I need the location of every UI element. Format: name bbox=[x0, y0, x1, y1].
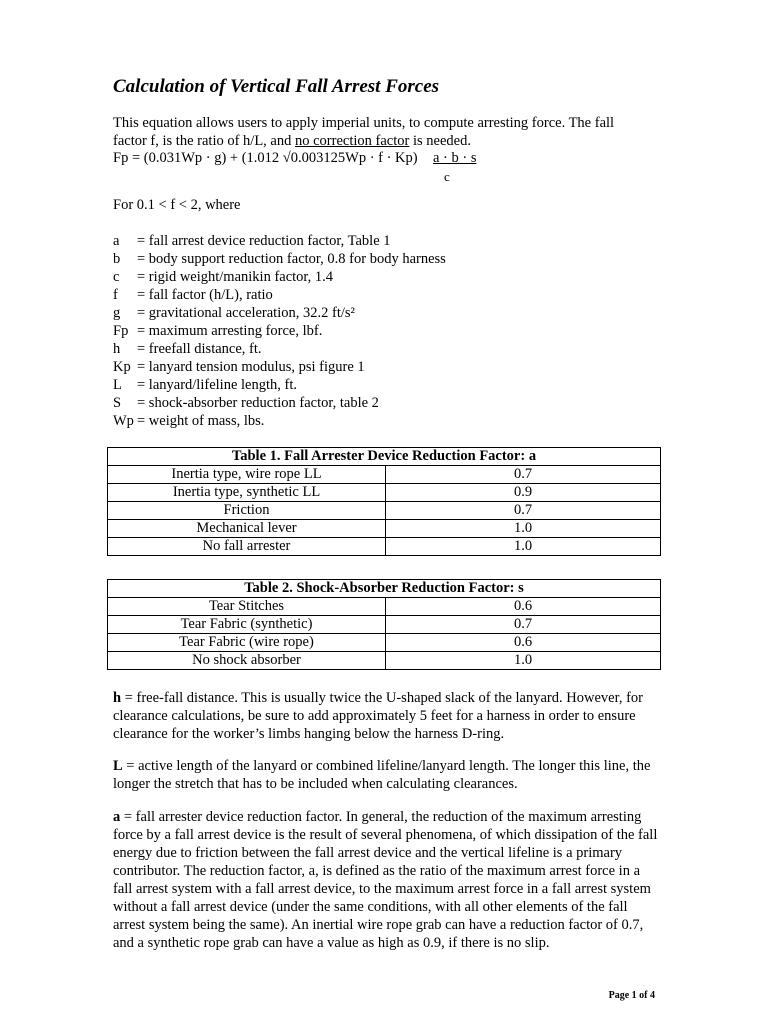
factor-value-cell: 1.0 bbox=[386, 520, 661, 538]
formula-denominator: c bbox=[444, 169, 450, 184]
intro-paragraph bbox=[113, 114, 673, 150]
table-row bbox=[108, 466, 661, 484]
factor-value-cell: 0.9 bbox=[386, 484, 661, 502]
variable-symbol: g bbox=[113, 305, 121, 321]
device-type-cell: Friction bbox=[108, 502, 386, 520]
table-shock-absorber-factor bbox=[107, 579, 661, 670]
variable-symbol: a bbox=[113, 233, 120, 249]
table-caption: Table 1. Fall Arrester Device Reduction Factor: a bbox=[108, 448, 661, 466]
intro-text-end: is needed. bbox=[409, 133, 471, 149]
device-type-cell: Tear Stitches bbox=[108, 598, 386, 616]
variable-symbol: Fp bbox=[113, 323, 129, 339]
table-row bbox=[108, 652, 661, 670]
table-row bbox=[108, 520, 661, 538]
device-type-cell: Inertia type, wire rope LL bbox=[108, 466, 386, 484]
variable-row bbox=[113, 340, 673, 358]
table-row bbox=[108, 502, 661, 520]
page-number: Page 1 of 4 bbox=[608, 990, 655, 1001]
variable-definitions bbox=[113, 232, 673, 430]
variable-row bbox=[113, 322, 673, 340]
factor-value-cell: 0.7 bbox=[386, 502, 661, 520]
page-title: Calculation of Vertical Fall Arrest Forces bbox=[113, 76, 440, 97]
variable-row bbox=[113, 394, 673, 412]
variable-definition: = fall arrest device reduction factor, Table 1 bbox=[137, 233, 391, 249]
variable-row bbox=[113, 232, 673, 250]
paragraph-text: = active length of the lanyard or combined lifeline/lanyard length. The longer this line, the longer the stretch that has to be included when calculating clearances. bbox=[113, 758, 651, 792]
factor-value-cell: 0.7 bbox=[386, 466, 661, 484]
paragraph-a-definition bbox=[113, 808, 658, 952]
variable-row bbox=[113, 304, 673, 322]
variable-definition: = rigid weight/manikin factor, 1.4 bbox=[137, 269, 334, 285]
variable-row bbox=[113, 268, 673, 286]
intro-line-2 bbox=[113, 132, 673, 150]
variable-definition: = shock-absorber reduction factor, table 2 bbox=[137, 395, 379, 411]
paragraph-h-definition bbox=[113, 689, 658, 743]
variable-definition: = weight of mass, lbs. bbox=[137, 413, 265, 429]
table-fall-arrester-factor bbox=[107, 447, 661, 556]
variable-symbol: L bbox=[113, 377, 122, 393]
device-type-cell: Mechanical lever bbox=[108, 520, 386, 538]
device-type-cell: Tear Fabric (wire rope) bbox=[108, 634, 386, 652]
device-type-cell: No shock absorber bbox=[108, 652, 386, 670]
variable-row bbox=[113, 412, 673, 430]
term-l: L bbox=[113, 758, 123, 774]
variable-definition: = maximum arresting force, lbf. bbox=[137, 323, 323, 339]
paragraph-text: = fall arrester device reduction factor. In general, the reduction of the maximum arresting force by a fall arrest device is the result of several phenomena, of which dissipation of the fall energy due to friction between the fall arrest device and the vertical lifeline is a primary contributor. The reduction factor, a, is defined as the ratio of the maximum arrest force in a fall arrest system with a fall arrest device, to the maximum arrest force in a fall arrest system without a fall arrest device (under the same conditions, with all other elements of the fall arrest system being the same). An inertial wire rope grab can have a reduction factor of 0.7, and a synthetic rope grab can have a value as high as 0.9, if there is no slip. bbox=[113, 809, 658, 951]
factor-value-cell: 1.0 bbox=[386, 538, 661, 556]
variable-definition: = body support reduction factor, 0.8 for body harness bbox=[137, 251, 446, 267]
variable-definition: = gravitational acceleration, 32.2 ft/s² bbox=[137, 305, 355, 321]
factor-value-cell: 0.6 bbox=[386, 634, 661, 652]
variable-definition: = fall factor (h/L), ratio bbox=[137, 287, 273, 303]
factor-value-cell: 0.7 bbox=[386, 616, 661, 634]
term-a: a bbox=[113, 809, 121, 825]
variable-symbol: Wp bbox=[113, 413, 134, 429]
table-row bbox=[108, 634, 661, 652]
variable-symbol: Kp bbox=[113, 359, 131, 375]
underlined-phrase: no correction factor bbox=[295, 133, 410, 149]
table-row bbox=[108, 538, 661, 556]
variable-row bbox=[113, 250, 673, 268]
factor-value-cell: 0.6 bbox=[386, 598, 661, 616]
device-type-cell: Tear Fabric (synthetic) bbox=[108, 616, 386, 634]
intro-line-1: This equation allows users to apply imperial units, to compute arresting force. The fall bbox=[113, 115, 615, 131]
variable-definition: = lanyard tension modulus, psi figure 1 bbox=[137, 359, 365, 375]
paragraph-text: = free-fall distance. This is usually twice the U-shaped slack of the lanyard. However, for clearance calculations, be sure to add approximately 5 feet for a harness in order to ensure clearance for the worker’s limbs hanging below the harness D-ring. bbox=[113, 690, 643, 742]
formula-main: Fp = (0.031Wp · g) + (1.012 √0.003125Wp · f · Kp) bbox=[113, 150, 418, 166]
factor-value-cell: 1.0 bbox=[386, 652, 661, 670]
table-row bbox=[108, 616, 661, 634]
variable-row bbox=[113, 358, 673, 376]
device-type-cell: Inertia type, synthetic LL bbox=[108, 484, 386, 502]
table-row bbox=[108, 598, 661, 616]
device-type-cell: No fall arrester bbox=[108, 538, 386, 556]
variable-symbol: S bbox=[113, 395, 122, 411]
paragraph-l-definition bbox=[113, 757, 658, 793]
variable-row bbox=[113, 286, 673, 304]
formula-condition: For 0.1 < f < 2, where bbox=[113, 197, 241, 213]
formula-numerator: a · b · s bbox=[433, 150, 477, 166]
table-caption: Table 2. Shock-Absorber Reduction Factor: s bbox=[108, 580, 661, 598]
variable-definition: = lanyard/lifeline length, ft. bbox=[137, 377, 297, 393]
force-formula bbox=[113, 150, 673, 190]
table-row bbox=[108, 484, 661, 502]
variable-symbol: f bbox=[113, 287, 118, 303]
variable-symbol: c bbox=[113, 269, 120, 285]
variable-row bbox=[113, 376, 673, 394]
intro-text: factor f, is the ratio of h/L, and bbox=[113, 133, 295, 149]
variable-symbol: h bbox=[113, 341, 121, 357]
variable-symbol: b bbox=[113, 251, 121, 267]
term-h: h bbox=[113, 690, 122, 706]
variable-definition: = freefall distance, ft. bbox=[137, 341, 262, 357]
